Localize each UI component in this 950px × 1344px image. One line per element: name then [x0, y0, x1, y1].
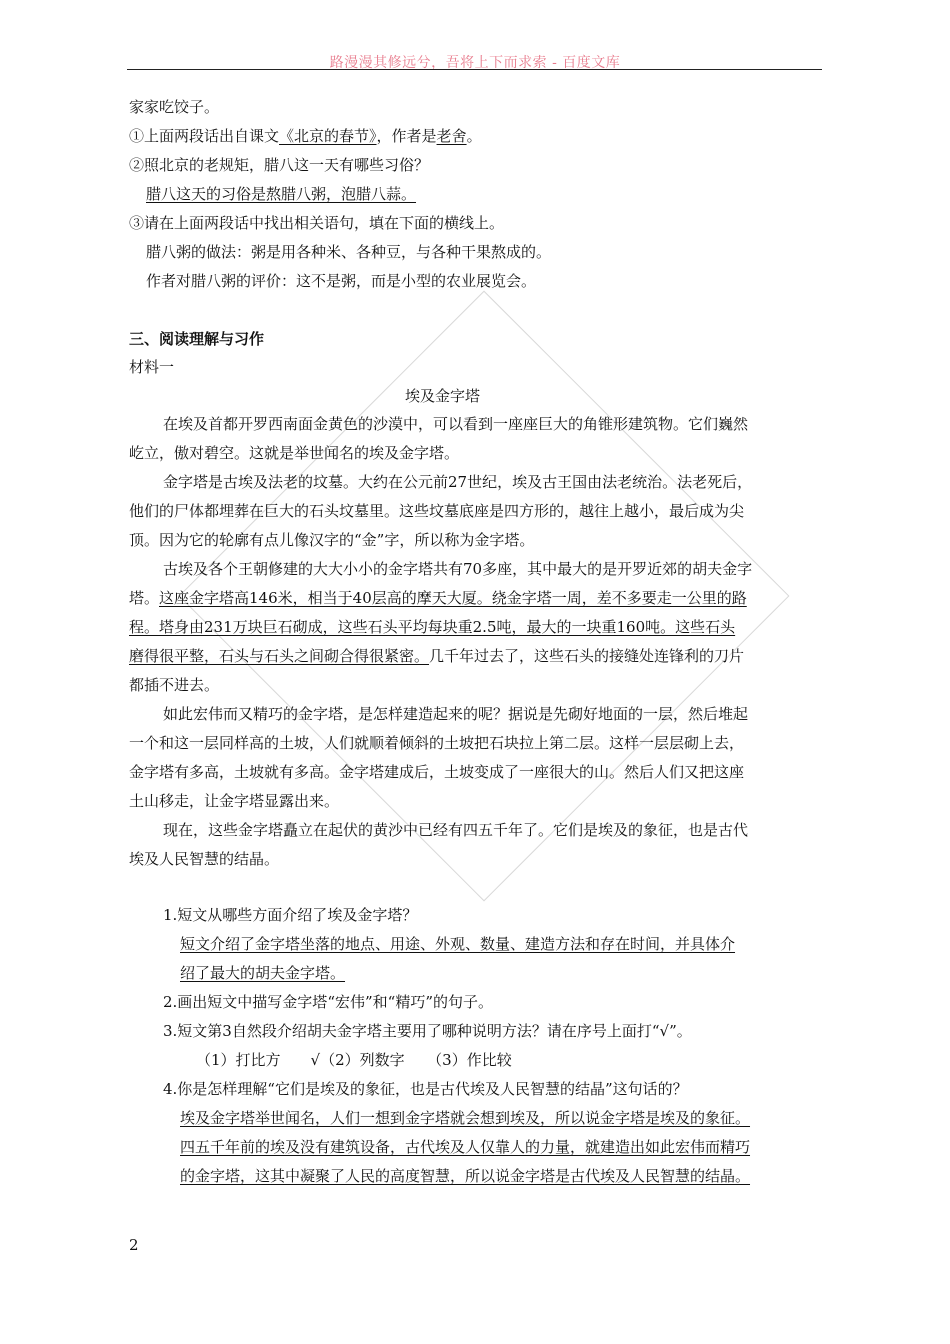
- p2-line: 金字塔是古埃及法老的坟墓。大约在公元前27世纪，埃及古王国由法老统治。法老死后，: [163, 473, 753, 491]
- p2-line: 顶。因为它的轮廓有点儿像汉字的“金”字，所以称为金字塔。: [129, 531, 535, 549]
- p3-line: 都插不进去。: [129, 676, 220, 694]
- p3-line: 古埃及各个王朝修建的大大小小的金字塔共有70多座，其中最大的是开罗近郊的胡夫金字: [163, 560, 753, 578]
- q1-prefix: ①上面两段话出自课文: [129, 127, 280, 145]
- p1-line: 在埃及首都开罗西南面金黄色的沙漠中，可以看到一座座巨大的角锥形建筑物。它们巍然: [163, 415, 749, 433]
- p3-plain: 塔。: [129, 589, 160, 607]
- page-number: 2: [129, 1236, 139, 1254]
- question-item-1: 1.短文从哪些方面介绍了埃及金字塔？: [163, 906, 418, 924]
- p3-underlined: 磨得很平整，石头与石头之间砌合得很紧密。: [129, 647, 430, 665]
- p5-line: 埃及人民智慧的结晶。: [129, 850, 280, 868]
- question-item-3: 3.短文第3自然段介绍胡夫金字塔主要用了哪种说明方法？请在序号上面打“√”。: [163, 1022, 692, 1040]
- p3-plain: 几千年过去了，这些石头的接缝处连锋利的刀片: [429, 647, 745, 665]
- answer-1-line: 短文介绍了金字塔坐落的地点、用途、外观、数量、建造方法和存在时间，并具体介: [180, 935, 736, 953]
- material-label: 材料一: [129, 358, 175, 376]
- p4-line: 一个和这一层同样高的土坡，人们就顺着倾斜的土坡把石块拉上第二层。这样一层层砌上去，: [129, 734, 745, 752]
- p4-line: 土山移走，让金字塔显露出来。: [129, 792, 340, 810]
- question-2: ②照北京的老规矩，腊八这一天有哪些习俗？: [129, 156, 430, 174]
- page-header: 路漫漫其修远兮，吾将上下而求索 - 百度文库: [329, 55, 621, 71]
- p3-underlined: 这座金字塔高146米，相当于40层高的摩天大厦。绕金字塔一周，差不多要走一公里的路: [159, 589, 747, 607]
- q1-title-answer: 《北京的春节》: [279, 127, 377, 145]
- question-item-4: 4.你是怎样理解“它们是埃及的象征，也是古代埃及人民智慧的结晶”这句话的？: [163, 1080, 688, 1098]
- question-item-2: 2.画出短文中描写金字塔“宏伟”和“精巧”的句子。: [163, 993, 493, 1011]
- p3-underlined-line: 程。塔身由231万块巨石砌成，这些石头平均每块重2.5吨，最大的一块重160吨。这些石头: [129, 618, 736, 636]
- p1-line: 屹立，傲对碧空。这就是举世闻名的埃及金字塔。: [129, 444, 460, 462]
- p3-line: [129, 588, 747, 608]
- p5-line: 现在，这些金字塔矗立在起伏的黄沙中已经有四五千年了。它们是埃及的象征，也是古代: [163, 821, 749, 839]
- p4-line: 金字塔有多高，土坡就有多高。金字塔建成后，土坡变成了一座很大的山。然后人们又把这座: [129, 763, 745, 781]
- answer-1-line: 绍了最大的胡夫金字塔。: [180, 964, 346, 982]
- p2-line: 他们的尸体都埋葬在巨大的石头坟墓里。这些坟墓底座是四方形的，越往上越小，最后成为尖: [129, 502, 745, 520]
- question-3-answer-2: 作者对腊八粥的评价：这不是粥，而是小型的农业展览会。: [146, 272, 537, 290]
- q1-end: 。: [466, 127, 482, 145]
- p3-line: [129, 646, 744, 666]
- section-heading: 三、阅读理解与习作: [129, 330, 265, 348]
- q1-mid: ，作者是: [376, 127, 437, 145]
- question-3-options: （1）打比方 √（2）列数字 （3）作比较: [196, 1051, 512, 1069]
- header-divider: [127, 69, 822, 70]
- question-2-answer: 腊八这天的习俗是熬腊八粥，泡腊八蒜。: [146, 185, 417, 203]
- answer-4-line: 的金字塔，这其中凝聚了人民的高度智慧，所以说金字塔是古代埃及人民智慧的结晶。: [180, 1167, 751, 1185]
- question-3: ③请在上面两段话中找出相关语句，填在下面的横线上。: [129, 214, 505, 232]
- question-3-answer-1: 腊八粥的做法：粥是用各种米、各种豆，与各种干果熬成的。: [146, 243, 552, 261]
- article-title: 埃及金字塔: [405, 387, 481, 405]
- intro-line: 家家吃饺子。: [129, 98, 220, 116]
- q1-author-answer: 老舍: [436, 127, 467, 145]
- answer-4-line: 四五千年前的埃及没有建筑设备，古代埃及人仅靠人的力量，就建造出如此宏伟而精巧: [180, 1138, 751, 1156]
- answer-4-line: 埃及金字塔举世闻名，人们一想到金字塔就会想到埃及，所以说金字塔是埃及的象征。: [180, 1109, 751, 1127]
- p4-line: 如此宏伟而又精巧的金字塔，是怎样建造起来的呢？据说是先砌好地面的一层，然后堆起: [163, 705, 749, 723]
- question-1: [129, 126, 482, 146]
